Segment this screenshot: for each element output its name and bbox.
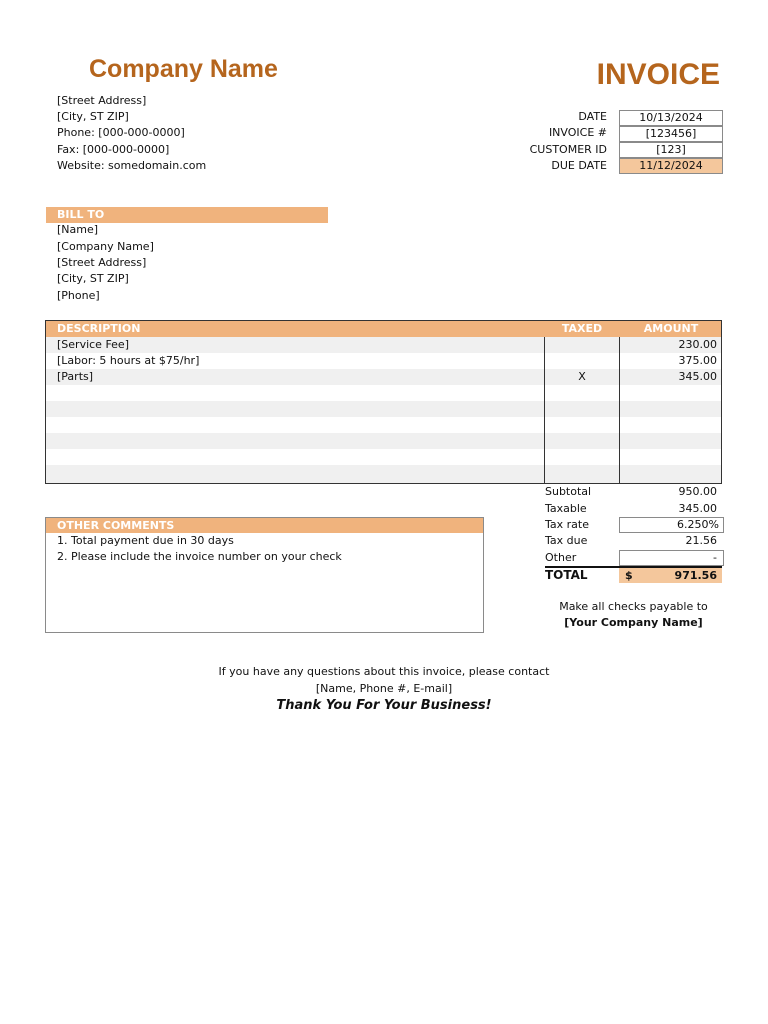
meta-date-label: DATE [578, 110, 607, 123]
row-description: [Labor: 5 hours at $75/hr] [57, 354, 200, 367]
row-amount: 345.00 [678, 370, 717, 383]
comment-line: 1. Total payment due in 30 days [57, 534, 234, 547]
other-value: - [713, 551, 717, 564]
header-taxed: TAXED [561, 322, 603, 335]
header-description: DESCRIPTION [57, 322, 141, 335]
bill-to-heading: BILL TO [46, 207, 328, 223]
row-amount: 230.00 [678, 338, 717, 351]
taxable-label: Taxable [545, 502, 587, 515]
bill-to-company: [Company Name] [57, 240, 154, 253]
tax-rate-label: Tax rate [545, 518, 589, 531]
company-name: Company Name [89, 55, 278, 83]
bill-to-name: [Name] [57, 223, 99, 236]
bill-to-street: [Street Address] [57, 256, 147, 269]
comments-heading: OTHER COMMENTS [46, 518, 483, 533]
payable-line-2: [Your Company Name] [564, 616, 703, 629]
total-label: TOTAL [545, 568, 588, 582]
meta-customer-value: [123] [619, 142, 723, 158]
other-label: Other [545, 551, 577, 564]
meta-due-label: DUE DATE [551, 159, 607, 172]
tax-rate-value: 6.250% [677, 518, 719, 531]
items-header [46, 321, 721, 337]
meta-customer-label: CUSTOMER ID [529, 143, 607, 156]
row-description: [Parts] [57, 370, 94, 383]
taxed-column-divider [544, 337, 545, 483]
address-fax: Fax: [000-000-0000] [57, 143, 170, 156]
address-phone: Phone: [000-000-0000] [57, 126, 185, 139]
footer-contact-line: If you have any questions about this invoice, please contact [218, 665, 550, 678]
meta-due-value: 11/12/2024 [619, 158, 723, 174]
bill-to-phone: [Phone] [57, 289, 100, 302]
taxable-value: 345.00 [678, 502, 717, 515]
meta-invoice-label: INVOICE # [548, 126, 607, 139]
payable-line-1: Make all checks payable to [559, 600, 708, 613]
footer-contact-details: [Name, Phone #, E-mail] [315, 682, 453, 695]
tax-due-label: Tax due [545, 534, 588, 547]
subtotal-label: Subtotal [545, 485, 592, 498]
row-taxed: X [578, 370, 586, 383]
subtotal-value: 950.00 [678, 485, 717, 498]
address-street: [Street Address] [57, 94, 147, 107]
meta-date-value: 10/13/2024 [619, 110, 723, 126]
invoice-title: INVOICE [596, 58, 720, 91]
total-currency: $ [625, 569, 633, 582]
tax-due-value: 21.56 [685, 534, 717, 547]
header-amount: AMOUNT [643, 322, 699, 335]
total-value: 971.56 [674, 569, 717, 582]
address-city: [City, ST ZIP] [57, 110, 129, 123]
address-website: Website: somedomain.com [57, 159, 207, 172]
items-table [45, 320, 722, 484]
meta-invoice-value: [123456] [619, 126, 723, 142]
amount-column-divider [619, 337, 620, 483]
thank-you-message: Thank You For Your Business! [276, 698, 492, 713]
comment-line: 2. Please include the invoice number on your check [57, 550, 342, 563]
row-amount: 375.00 [678, 354, 717, 367]
row-description: [Service Fee] [57, 338, 129, 351]
comments-box [45, 517, 484, 633]
bill-to-city: [City, ST ZIP] [57, 272, 129, 285]
